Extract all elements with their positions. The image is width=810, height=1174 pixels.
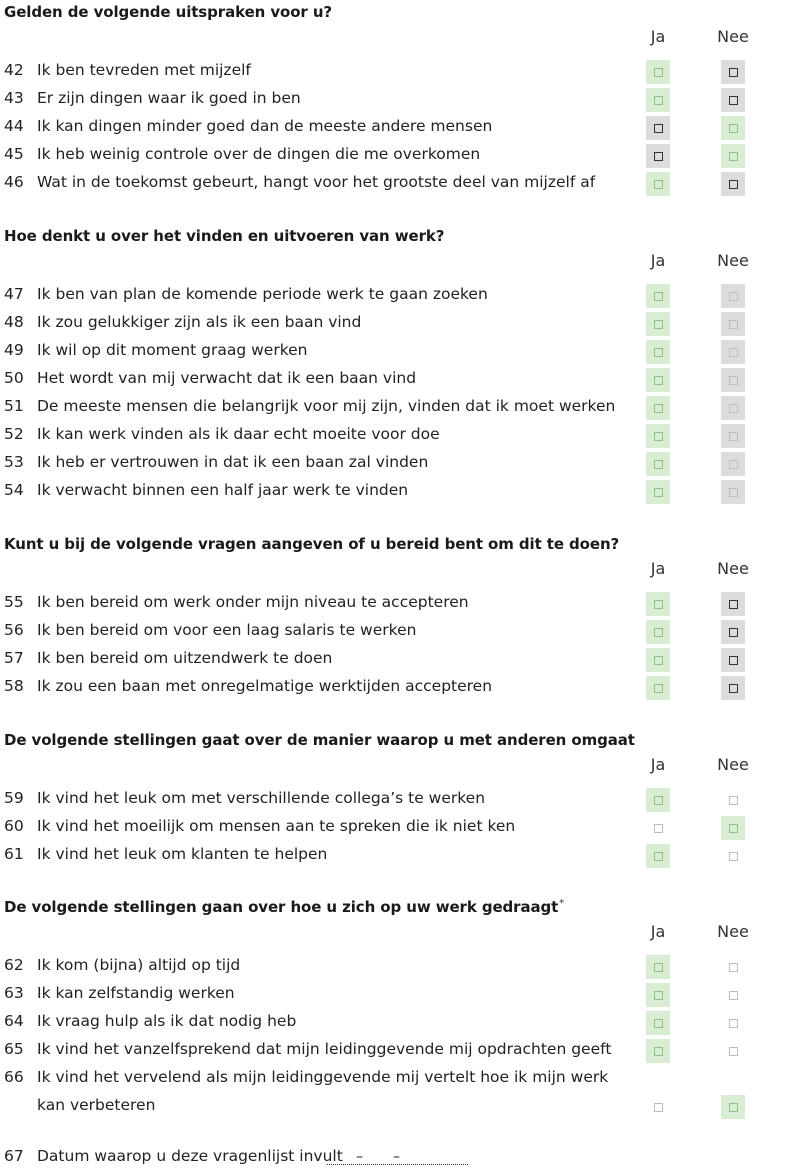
ja-checkbox-square — [654, 376, 663, 385]
ja-checkbox[interactable] — [646, 955, 670, 979]
ja-checkbox[interactable] — [646, 592, 670, 616]
question-number: 42 — [4, 61, 24, 79]
question-row — [0, 953, 810, 981]
column-header-nee: Nee — [717, 755, 749, 774]
section-title — [4, 898, 564, 916]
question-text: Ik kan dingen minder goed dan de meeste andere mensen — [37, 117, 493, 135]
ja-checkbox-square — [654, 152, 663, 161]
question-number: 61 — [4, 845, 24, 863]
ja-checkbox-square — [654, 320, 663, 329]
ja-checkbox-square — [654, 124, 663, 133]
nee-checkbox[interactable] — [721, 816, 745, 840]
nee-checkbox-square — [729, 96, 738, 105]
nee-checkbox[interactable] — [721, 620, 745, 644]
question-row — [0, 478, 810, 506]
question-text: Ik ben bereid om uitzendwerk te doen — [37, 649, 333, 667]
nee-checkbox[interactable] — [721, 172, 745, 196]
ja-checkbox[interactable] — [646, 1011, 670, 1035]
ja-checkbox-square — [654, 656, 663, 665]
question-number: 64 — [4, 1012, 24, 1030]
question-row — [0, 618, 810, 646]
nee-checkbox[interactable] — [721, 424, 745, 448]
ja-checkbox-square — [654, 292, 663, 301]
nee-checkbox[interactable] — [721, 648, 745, 672]
question-number: 59 — [4, 789, 24, 807]
question-number: 53 — [4, 453, 24, 471]
column-header-nee: Nee — [717, 251, 749, 270]
question-number: 55 — [4, 593, 24, 611]
footnote-mark: * — [559, 898, 565, 909]
nee-checkbox-square — [729, 152, 738, 161]
section-title — [4, 731, 635, 749]
question-number: 54 — [4, 481, 24, 499]
question-row — [0, 450, 810, 478]
question-row — [0, 142, 810, 170]
question-text: Ik vraag hulp als ik dat nodig heb — [37, 1012, 297, 1030]
nee-checkbox[interactable] — [721, 1011, 745, 1035]
question-row — [0, 394, 810, 422]
ja-checkbox[interactable] — [646, 116, 670, 140]
ja-checkbox[interactable] — [646, 1095, 670, 1119]
ja-checkbox[interactable] — [646, 844, 670, 868]
nee-checkbox-square — [729, 796, 738, 805]
nee-checkbox-square — [729, 824, 738, 833]
nee-checkbox[interactable] — [721, 1039, 745, 1063]
question-text: Ik vind het leuk om met verschillende collega’s te werken — [37, 789, 486, 807]
question-text: Datum waarop u deze vragenlijst invult — [37, 1147, 343, 1165]
ja-checkbox-square — [654, 404, 663, 413]
question-number: 57 — [4, 649, 24, 667]
nee-checkbox[interactable] — [721, 312, 745, 336]
nee-checkbox-square — [729, 348, 738, 357]
nee-checkbox-square — [729, 991, 738, 1000]
nee-checkbox-square — [729, 963, 738, 972]
nee-checkbox-square — [729, 432, 738, 441]
nee-checkbox-square — [729, 488, 738, 497]
question-number: 43 — [4, 89, 24, 107]
ja-checkbox[interactable] — [646, 983, 670, 1007]
ja-checkbox-square — [654, 68, 663, 77]
date-row — [0, 1144, 810, 1172]
section-title-text: Kunt u bij de volgende vragen aangeven of u bereid bent om dit te doen? — [4, 535, 620, 553]
question-number: 50 — [4, 369, 24, 387]
question-number: 46 — [4, 173, 24, 191]
ja-checkbox-square — [654, 824, 663, 833]
nee-checkbox[interactable] — [721, 480, 745, 504]
ja-checkbox[interactable] — [646, 60, 670, 84]
nee-checkbox[interactable] — [721, 88, 745, 112]
nee-checkbox[interactable] — [721, 844, 745, 868]
section-title — [4, 227, 444, 245]
nee-checkbox-square — [729, 124, 738, 133]
nee-checkbox-square — [729, 684, 738, 693]
question-number: 51 — [4, 397, 24, 415]
nee-checkbox[interactable] — [721, 592, 745, 616]
ja-checkbox[interactable] — [646, 452, 670, 476]
column-header-nee: Nee — [717, 559, 749, 578]
section-title-text: Gelden de volgende uitspraken voor u? — [4, 3, 333, 21]
question-row — [0, 1065, 810, 1114]
ja-checkbox-square — [654, 991, 663, 1000]
question-number: 65 — [4, 1040, 24, 1058]
question-row — [0, 282, 810, 310]
ja-checkbox-square — [654, 1047, 663, 1056]
question-text: Ik wil op dit moment graag werken — [37, 341, 308, 359]
nee-checkbox-square — [729, 1103, 738, 1112]
question-number: 44 — [4, 117, 24, 135]
question-text: Ik zou gelukkiger zijn als ik een baan vind — [37, 313, 362, 331]
question-text-continued: kan verbeteren — [37, 1096, 156, 1114]
question-row — [0, 310, 810, 338]
ja-checkbox-square — [654, 628, 663, 637]
ja-checkbox-square — [654, 684, 663, 693]
question-number: 52 — [4, 425, 24, 443]
nee-checkbox[interactable] — [721, 1095, 745, 1119]
nee-checkbox-square — [729, 404, 738, 413]
question-number: 58 — [4, 677, 24, 695]
ja-checkbox[interactable] — [646, 676, 670, 700]
ja-checkbox-square — [654, 1103, 663, 1112]
nee-checkbox-square — [729, 600, 738, 609]
question-row — [0, 86, 810, 114]
question-text: Het wordt van mij verwacht dat ik een baan vind — [37, 369, 417, 387]
nee-checkbox[interactable] — [721, 340, 745, 364]
ja-checkbox[interactable] — [646, 172, 670, 196]
nee-checkbox-square — [729, 1019, 738, 1028]
question-row — [0, 1009, 810, 1037]
nee-checkbox-square — [729, 656, 738, 665]
question-text: Ik heb er vertrouwen in dat ik een baan zal vinden — [37, 453, 429, 471]
question-text: Ik kan zelfstandig werken — [37, 984, 235, 1002]
question-row — [0, 646, 810, 674]
ja-checkbox[interactable] — [646, 1039, 670, 1063]
question-text: Ik ben tevreden met mijzelf — [37, 61, 251, 79]
ja-checkbox-square — [654, 963, 663, 972]
question-number: 67 — [4, 1147, 24, 1165]
nee-checkbox[interactable] — [721, 788, 745, 812]
question-text: Ik vind het leuk om klanten te helpen — [37, 845, 328, 863]
ja-checkbox-square — [654, 1019, 663, 1028]
nee-checkbox-square — [729, 68, 738, 77]
section-title-text: Hoe denkt u over het vinden en uitvoeren van werk? — [4, 227, 445, 245]
column-header-ja: Ja — [650, 559, 666, 578]
section-title — [4, 3, 332, 21]
question-number: 62 — [4, 956, 24, 974]
ja-checkbox-square — [654, 348, 663, 357]
nee-checkbox[interactable] — [721, 144, 745, 168]
ja-checkbox-square — [654, 460, 663, 469]
question-row — [0, 338, 810, 366]
nee-checkbox[interactable] — [721, 955, 745, 979]
ja-checkbox-square — [654, 600, 663, 609]
column-header-nee: Nee — [717, 27, 749, 46]
question-row — [0, 58, 810, 86]
nee-checkbox[interactable] — [721, 116, 745, 140]
date-separator: – — [393, 1149, 400, 1165]
question-text: Ik ben bereid om werk onder mijn niveau te accepteren — [37, 593, 469, 611]
question-row — [0, 366, 810, 394]
ja-checkbox[interactable] — [646, 396, 670, 420]
question-row — [0, 590, 810, 618]
question-row — [0, 814, 810, 842]
section-title-text: De volgende stellingen gaat over de manier waarop u met anderen omgaat — [4, 731, 635, 749]
nee-checkbox[interactable] — [721, 396, 745, 420]
question-text: Ik vind het vervelend als mijn leidinggevende mij vertelt hoe ik mijn werk — [37, 1068, 609, 1086]
question-text: Ik vind het vanzelfsprekend dat mijn leidinggevende mij opdrachten geeft — [37, 1040, 612, 1058]
nee-checkbox-square — [729, 460, 738, 469]
nee-checkbox[interactable] — [721, 368, 745, 392]
ja-checkbox[interactable] — [646, 88, 670, 112]
ja-checkbox[interactable] — [646, 816, 670, 840]
ja-checkbox[interactable] — [646, 424, 670, 448]
question-row — [0, 170, 810, 198]
ja-checkbox-square — [654, 796, 663, 805]
ja-checkbox-square — [654, 852, 663, 861]
ja-checkbox[interactable] — [646, 648, 670, 672]
nee-checkbox[interactable] — [721, 284, 745, 308]
nee-checkbox[interactable] — [721, 452, 745, 476]
ja-checkbox[interactable] — [646, 312, 670, 336]
question-number: 66 — [4, 1068, 24, 1086]
question-text: De meeste mensen die belangrijk voor mij zijn, vinden dat ik moet werken — [37, 397, 616, 415]
nee-checkbox-square — [729, 180, 738, 189]
question-text: Wat in de toekomst gebeurt, hangt voor het grootste deel van mijzelf af — [37, 173, 596, 191]
nee-checkbox-square — [729, 628, 738, 637]
question-text: Ik vind het moeilijk om mensen aan te spreken die ik niet ken — [37, 817, 516, 835]
question-row — [0, 1037, 810, 1065]
nee-checkbox-square — [729, 852, 738, 861]
question-text: Er zijn dingen waar ik goed in ben — [37, 89, 301, 107]
question-row — [0, 114, 810, 142]
question-text: Ik heb weinig controle over de dingen die me overkomen — [37, 145, 481, 163]
ja-checkbox[interactable] — [646, 620, 670, 644]
nee-checkbox[interactable] — [721, 676, 745, 700]
nee-checkbox-square — [729, 1047, 738, 1056]
ja-checkbox[interactable] — [646, 480, 670, 504]
ja-checkbox-square — [654, 96, 663, 105]
question-number: 48 — [4, 313, 24, 331]
question-number: 45 — [4, 145, 24, 163]
question-row — [0, 422, 810, 450]
column-header-ja: Ja — [650, 251, 666, 270]
question-row — [0, 842, 810, 870]
nee-checkbox[interactable] — [721, 60, 745, 84]
ja-checkbox[interactable] — [646, 788, 670, 812]
ja-checkbox[interactable] — [646, 340, 670, 364]
nee-checkbox-square — [729, 320, 738, 329]
column-header-nee: Nee — [717, 922, 749, 941]
question-number: 56 — [4, 621, 24, 639]
ja-checkbox[interactable] — [646, 284, 670, 308]
question-number: 49 — [4, 341, 24, 359]
ja-checkbox[interactable] — [646, 368, 670, 392]
column-header-ja: Ja — [650, 27, 666, 46]
section-title-text: De volgende stellingen gaan over hoe u zich op uw werk gedraagt — [4, 898, 559, 916]
question-row — [0, 786, 810, 814]
question-row — [0, 674, 810, 702]
column-header-ja: Ja — [650, 755, 666, 774]
question-text: Ik ben van plan de komende periode werk te gaan zoeken — [37, 285, 488, 303]
ja-checkbox[interactable] — [646, 144, 670, 168]
ja-checkbox-square — [654, 432, 663, 441]
question-row — [0, 981, 810, 1009]
nee-checkbox-square — [729, 292, 738, 301]
date-separator: – — [356, 1149, 363, 1165]
question-text: Ik zou een baan met onregelmatige werktijden accepteren — [37, 677, 493, 695]
question-text: Ik kan werk vinden als ik daar echt moeite voor doe — [37, 425, 440, 443]
question-number: 47 — [4, 285, 24, 303]
section-title — [4, 535, 619, 553]
question-text: Ik verwacht binnen een half jaar werk te vinden — [37, 481, 409, 499]
question-number: 63 — [4, 984, 24, 1002]
nee-checkbox-square — [729, 376, 738, 385]
nee-checkbox[interactable] — [721, 983, 745, 1007]
ja-checkbox-square — [654, 180, 663, 189]
column-header-ja: Ja — [650, 922, 666, 941]
answer-row — [0, 1093, 810, 1121]
question-text: Ik kom (bijna) altijd op tijd — [37, 956, 241, 974]
question-text: Ik ben bereid om voor een laag salaris te werken — [37, 621, 417, 639]
ja-checkbox-square — [654, 488, 663, 497]
question-number: 60 — [4, 817, 24, 835]
